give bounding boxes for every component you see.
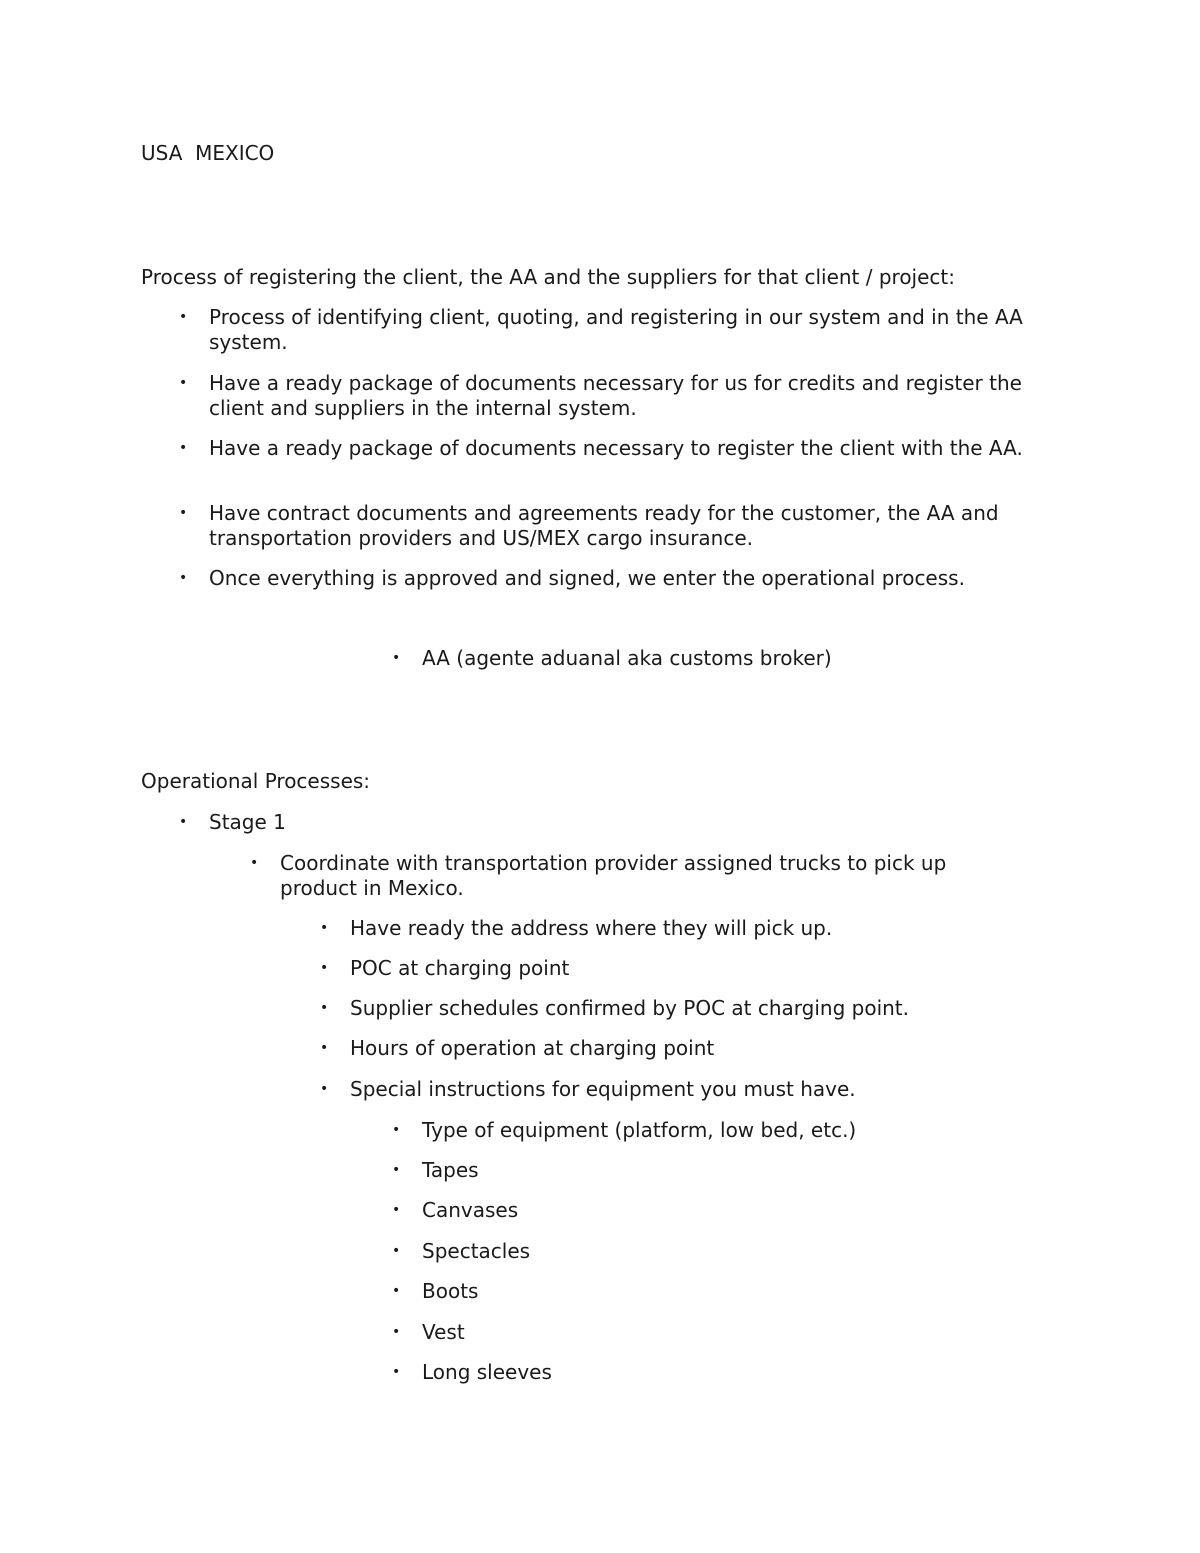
list-item xyxy=(392,1360,1052,1385)
bullet-icon: • xyxy=(179,505,188,521)
list-item-text: Once everything is approved and signed, we enter the operational process. xyxy=(209,566,965,590)
list-item xyxy=(320,916,1060,941)
list-item-text: Long sleeves xyxy=(422,1360,552,1384)
bullet-icon: • xyxy=(179,309,188,325)
list-item xyxy=(179,305,1059,355)
list-item-text: Have ready the address where they will pick up. xyxy=(350,916,833,940)
bullet-icon: • xyxy=(392,1243,401,1259)
list-item-text: Coordinate with transportation provider assigned trucks to pick up product in Mexico. xyxy=(280,851,947,900)
bullet-icon: • xyxy=(392,1162,401,1178)
bullet-icon: • xyxy=(320,1081,329,1097)
list-item-text: Special instructions for equipment you must have. xyxy=(350,1077,856,1101)
list-item-text: Supplier schedules confirmed by POC at charging point. xyxy=(350,996,909,1020)
list-item xyxy=(179,501,1059,551)
list-item-text: Hours of operation at charging point xyxy=(350,1036,715,1060)
list-item xyxy=(392,1158,1052,1183)
stage-label: Stage 1 xyxy=(209,810,286,834)
section-operational-title: Operational Processes: xyxy=(141,769,371,793)
document-heading: USA MEXICO xyxy=(141,141,275,165)
bullet-icon: • xyxy=(179,375,188,391)
bullet-icon: • xyxy=(179,814,188,830)
list-item-text: Have contract documents and agreements ready for the customer, the AA and transportation providers and US/MEX cargo insurance. xyxy=(209,501,999,550)
list-item xyxy=(392,1118,1052,1143)
bullet-icon: • xyxy=(250,855,259,871)
list-item-text: Boots xyxy=(422,1279,479,1303)
list-item xyxy=(392,1239,1052,1264)
list-item xyxy=(179,371,1059,421)
list-item xyxy=(179,566,1059,591)
section-registration-intro: Process of registering the client, the AA and the suppliers for that client / project: xyxy=(141,265,955,289)
list-item-text: POC at charging point xyxy=(350,956,570,980)
list-item xyxy=(320,1036,1060,1061)
list-item-text: Tapes xyxy=(422,1158,479,1182)
bullet-icon: • xyxy=(392,1283,401,1299)
list-item xyxy=(392,1320,1052,1345)
bullet-icon: • xyxy=(179,570,188,586)
bullet-icon: • xyxy=(392,1324,401,1340)
list-item-text: Process of identifying client, quoting, and registering in our system and in the AA system. xyxy=(209,305,1023,354)
list-item-note xyxy=(392,646,1052,671)
bullet-icon: • xyxy=(392,1122,401,1138)
list-item-stage xyxy=(179,810,1059,835)
list-item-text: Have a ready package of documents necessary to register the client with the AA. xyxy=(209,436,1023,460)
list-item-text: Vest xyxy=(422,1320,465,1344)
bullet-icon: • xyxy=(320,920,329,936)
bullet-icon: • xyxy=(320,1040,329,1056)
bullet-icon: • xyxy=(179,440,188,456)
list-item-text: Type of equipment (platform, low bed, etc.) xyxy=(422,1118,857,1142)
list-item-text: Spectacles xyxy=(422,1239,531,1263)
bullet-icon: • xyxy=(320,960,329,976)
aa-definition-note: AA (agente aduanal aka customs broker) xyxy=(422,646,832,670)
list-item-text: Have a ready package of documents necessary for us for credits and register the client and suppliers in the internal system. xyxy=(209,371,1022,420)
list-item xyxy=(392,1198,1052,1223)
bullet-icon: • xyxy=(392,1364,401,1380)
bullet-icon: • xyxy=(392,1202,401,1218)
bullet-icon: • xyxy=(320,1000,329,1016)
list-item-text: Canvases xyxy=(422,1198,519,1222)
list-item xyxy=(320,996,1060,1021)
list-item xyxy=(320,956,1060,981)
list-item xyxy=(392,1279,1052,1304)
list-item xyxy=(179,436,1059,486)
list-item xyxy=(250,851,1060,901)
list-item xyxy=(320,1077,1060,1102)
bullet-icon: • xyxy=(392,650,401,666)
